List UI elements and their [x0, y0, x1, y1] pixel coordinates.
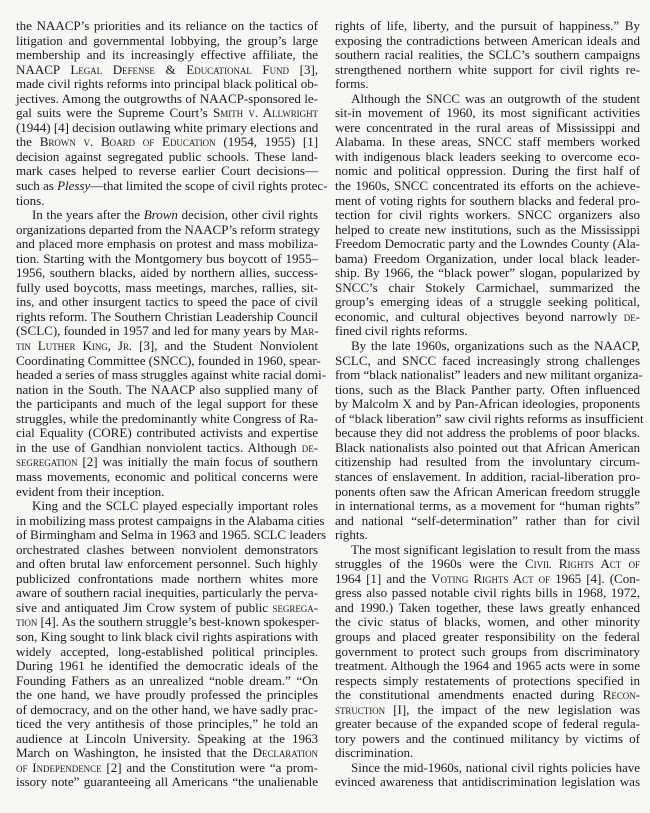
cross-reference: segrega-	[272, 599, 318, 615]
text-line: 1964 [1] and the Voting Rights Act of 1965 [4]. (Con-	[335, 570, 640, 586]
text-line: in the use of Gandhian nonviolent tactics. Although de-	[16, 439, 318, 455]
text-line: rights reform. The Southern Christian Leadership Council	[16, 308, 318, 324]
right-text-column	[335, 18, 644, 790]
cross-reference: Mar-	[290, 323, 319, 339]
text-line: because they did not address the problems of poor blacks.	[335, 425, 640, 441]
text-line: exposing the contradictions between American ideals and	[335, 32, 640, 48]
text-line: of “black liberation” saw civil rights reforms as insufficient	[335, 410, 644, 426]
text-line: gal suits were the Supreme Court’s Smith v. Allwright	[16, 105, 318, 121]
text-line: tion. Starting with the Montgomery bus boycott of 1955–	[16, 250, 318, 266]
text-line: sit-in movement of 1960, its most significant activities	[335, 105, 640, 121]
text-line: from “black nationalist” leaders and new militant organiza-	[335, 367, 643, 383]
text-line: In the years after the Brown decision, other civil rights	[32, 207, 318, 223]
text-line: the participants and much of the legal support for these	[16, 396, 318, 412]
text-line: the civic status of blacks, women, and other minority	[335, 614, 640, 630]
text-line: and national “self-determination” rather than for civil	[335, 512, 640, 528]
text-line: tions.	[16, 192, 45, 208]
cross-reference: Smith v. Allwright	[213, 105, 318, 121]
cross-reference: Civil Rights Act of	[524, 556, 640, 572]
text-line: 1956, southern blacks, aided by northern allies, success-	[16, 265, 318, 281]
cross-reference: tin Luther King, Jr.	[16, 338, 133, 354]
cross-reference: struction	[335, 701, 386, 717]
text-line: membership and its increasingly effective affiliate, the	[16, 47, 318, 63]
text-line: group’s emerging ideas of a struggle seeking political,	[335, 294, 640, 310]
text-line: and 1990.) Taken together, these laws greatly enhanced	[335, 599, 640, 615]
text-line: Although the SNCC was an outgrowth of the student	[351, 90, 640, 106]
text-line: segregation [2] was initially the main focus of southern	[16, 454, 318, 470]
text-line: rights of life, liberty, and the pursuit of happiness.” By	[335, 18, 640, 33]
text-line: audience at Lincoln University. Speaking at the 1963	[16, 730, 318, 746]
text-line: the constitutional amendments enacted during Recon-	[335, 687, 640, 703]
text-line: organizations departed from the NAACP’s reform strategy	[16, 221, 320, 237]
text-line: government to protect such groups from discriminatory	[335, 643, 640, 659]
text-line: discrimination.	[335, 745, 414, 761]
text-line: rights.	[335, 527, 368, 543]
text-line: forms.	[335, 76, 369, 92]
text-line: March on Washington, he insisted that the Declaration	[16, 745, 318, 761]
cross-reference: Recon-	[602, 687, 640, 703]
left-text-column	[16, 18, 328, 790]
text-line: NAACP Legal Defense & Educational Fund [3],	[16, 61, 318, 77]
text-line: the one hand, we have proudly professed the principles	[16, 687, 318, 703]
text-line: orchestrated clashes between nonviolent demonstrators	[16, 541, 318, 557]
cross-reference: segregation	[16, 454, 78, 470]
text-line: were concentrated in the rural areas of Mississippi and	[335, 119, 640, 135]
text-line: ship. By 1966, the “black power” slogan, popularized by	[335, 265, 640, 281]
text-line: sive and antiquated Jim Crow system of public segrega-	[16, 599, 318, 615]
text-line: the Brown v. Board of Education (1954, 1955) [1]	[16, 134, 319, 150]
text-line: Black nationalists also pointed out that African American	[335, 439, 640, 455]
cross-reference: Declaration	[252, 745, 318, 761]
text-line: citizenship had resulted from the involuntary circum-	[335, 454, 640, 470]
text-line: such as Plessy—that limited the scope of civil rights protec-	[16, 178, 328, 194]
text-line: nation in the South. The NAACP also supplied many of	[16, 381, 318, 397]
text-line: Founding Fathers as an unrealized “noble dream.” “On	[16, 672, 318, 688]
text-line: stances of enslavement. In addition, racial-liberation pro-	[335, 468, 640, 484]
text-line: of Birmingham and Selma in 1963 and 1965. SCLC leaders	[16, 527, 327, 543]
text-line: fined civil rights reforms.	[335, 323, 468, 339]
text-line: ins, and other insurgent tactics to speed the pace of civil	[16, 294, 318, 310]
text-line: Coordinating Committee (SNCC), founded in 1960, spear-	[16, 352, 321, 368]
text-line: groups and placed greater responsibility on the federal	[335, 628, 640, 644]
text-line: of Independence [2] and the Constitution were “a prom-	[16, 759, 318, 775]
text-line: Freedom Democratic party and the Lowndes County (Ala-	[335, 236, 640, 252]
text-line: tions, such as the Black Panther party. Often influenced	[335, 381, 640, 397]
text-line: strengthened northern white support for civil rights re-	[335, 61, 640, 77]
text-line: ment of voting rights for southern blacks and federal pro-	[335, 192, 640, 208]
text-line: mass movements, economic and political concerns were	[16, 468, 318, 484]
text-line: and placed more emphasis on protest and mass mobiliza-	[16, 236, 318, 252]
text-line: evident from their inception.	[16, 483, 165, 499]
text-line: son, King sought to link black civil rights aspirations with	[16, 628, 318, 644]
text-line: ticed the very antithesis of those principles,” he told an	[16, 716, 318, 732]
text-line: King and the SCLC played especially important roles	[32, 498, 318, 514]
text-line: the NAACP’s priorities and its reliance on the tactics of	[16, 18, 318, 33]
text-line: widely accepted, long-established political principles.	[16, 643, 318, 659]
text-line: mark cases helped to reverse earlier Court decisions—	[16, 163, 318, 179]
cross-reference: of Independence	[16, 759, 102, 775]
text-line: tection for civil rights workers. SNCC organizers also	[335, 207, 640, 223]
text-line: cial Equality (CORE) contributed activists and expertise	[16, 425, 318, 441]
cross-reference: Educational Fund	[186, 61, 289, 77]
text-line: aware of southern racial inequities, particularly the perva-	[16, 585, 318, 601]
text-line: evinced awareness that antidiscrimination legislation was	[335, 774, 640, 790]
text-line: with indigenous black leaders seeking to overcome eco-	[335, 148, 640, 164]
text-line: helped to create new institutions, such as the Mississippi	[335, 221, 640, 237]
text-line: struggles, while the predominantly white Congress of Ra-	[16, 410, 318, 426]
cross-reference: Brown v. Board of Education	[39, 134, 216, 150]
text-line: decision against segregated public schools. These land-	[16, 148, 318, 164]
cross-reference: Voting Rights Act of	[431, 570, 551, 586]
text-line: SCLC, and SNCC faced increasingly strong challenges	[335, 352, 640, 368]
text-line: respects simply restatements of protections specified in	[335, 672, 640, 688]
text-line: Alabama. In these areas, SNCC staff members worked	[335, 134, 640, 150]
text-line: in mobilizing mass protest campaigns in the Alabama cities	[16, 512, 325, 528]
text-line: SNCC’s chair Stokely Carmichael, summarized the	[335, 279, 640, 295]
text-line: tory powers and the continued militancy by victims of	[335, 730, 640, 746]
text-line: Since the mid-1960s, national civil rights policies have	[351, 759, 640, 775]
cross-reference: de-	[301, 439, 318, 455]
text-line: jectives. Among the outgrowths of NAACP-sponsored le-	[16, 90, 318, 106]
text-line: economic, and cultural objectives beyond narrowly de-	[335, 308, 640, 324]
text-line: by Malcolm X and by Pan-African ideologies, proponents	[335, 396, 640, 412]
text-line: nomic and political oppression. During the first half of	[335, 163, 640, 179]
text-line: (SCLC), founded in 1957 and led for many years by Mar-	[16, 323, 319, 339]
text-line: bama) Freedom Organization, under local black leader-	[335, 250, 640, 266]
text-line: The most significant legislation to result from the mass	[351, 541, 640, 557]
text-line: ponents often saw the African American freedom struggle	[335, 483, 640, 499]
text-line: During 1961 he identified the democratic ideals of the	[16, 658, 318, 674]
text-line: struggles of the 1960s were the Civil Rights Act of	[335, 556, 640, 572]
text-line: struction [I], the impact of the new legislation was	[335, 701, 640, 717]
text-line: fully used boycotts, mass meetings, marches, rallies, sit-	[16, 279, 318, 295]
text-line: greater because of the expanded scope of federal regula-	[335, 716, 640, 732]
text-line: By the late 1960s, organizations such as the NAACP,	[351, 338, 640, 354]
text-line: and often brutal law enforcement personnel. Such highly	[16, 556, 318, 572]
text-line: southern racial realities, the SCLC’s southern campaigns	[335, 47, 640, 63]
text-line: the 1960s, SNCC concentrated its efforts on the achieve-	[335, 178, 640, 194]
text-line: publicized confrontations made northern whites more	[16, 570, 318, 586]
text-line: of democracy, and on the other hand, we have sadly prac-	[16, 701, 318, 717]
text-line: (1944) [4] decision outlawing white primary elections and	[16, 119, 319, 135]
text-line: headed a series of mass struggles against white racial domi-	[16, 367, 327, 383]
cross-reference: Legal Defense	[70, 61, 155, 77]
text-line: gress also passed notable civil rights bills in 1968, 1972,	[335, 585, 640, 601]
text-line: in international terms, as a movement for “human rights”	[335, 498, 640, 514]
cross-reference: de-	[623, 308, 640, 324]
text-line: tion [4]. As the southern struggle’s best-known spokesper-	[16, 614, 320, 630]
text-line: litigation and governmental lobbying, the group’s large	[16, 32, 318, 48]
text-line: made civil rights reforms into principal black political ob-	[16, 76, 318, 92]
text-line: issory note” guaranteeing all Americans “the unalienable	[16, 774, 318, 790]
text-line: treatment. Although the 1964 and 1965 acts were in some	[335, 658, 640, 674]
cross-reference: tion	[16, 614, 38, 630]
text-line: tin Luther King, Jr. [3], and the Student Nonviolent	[16, 338, 318, 354]
